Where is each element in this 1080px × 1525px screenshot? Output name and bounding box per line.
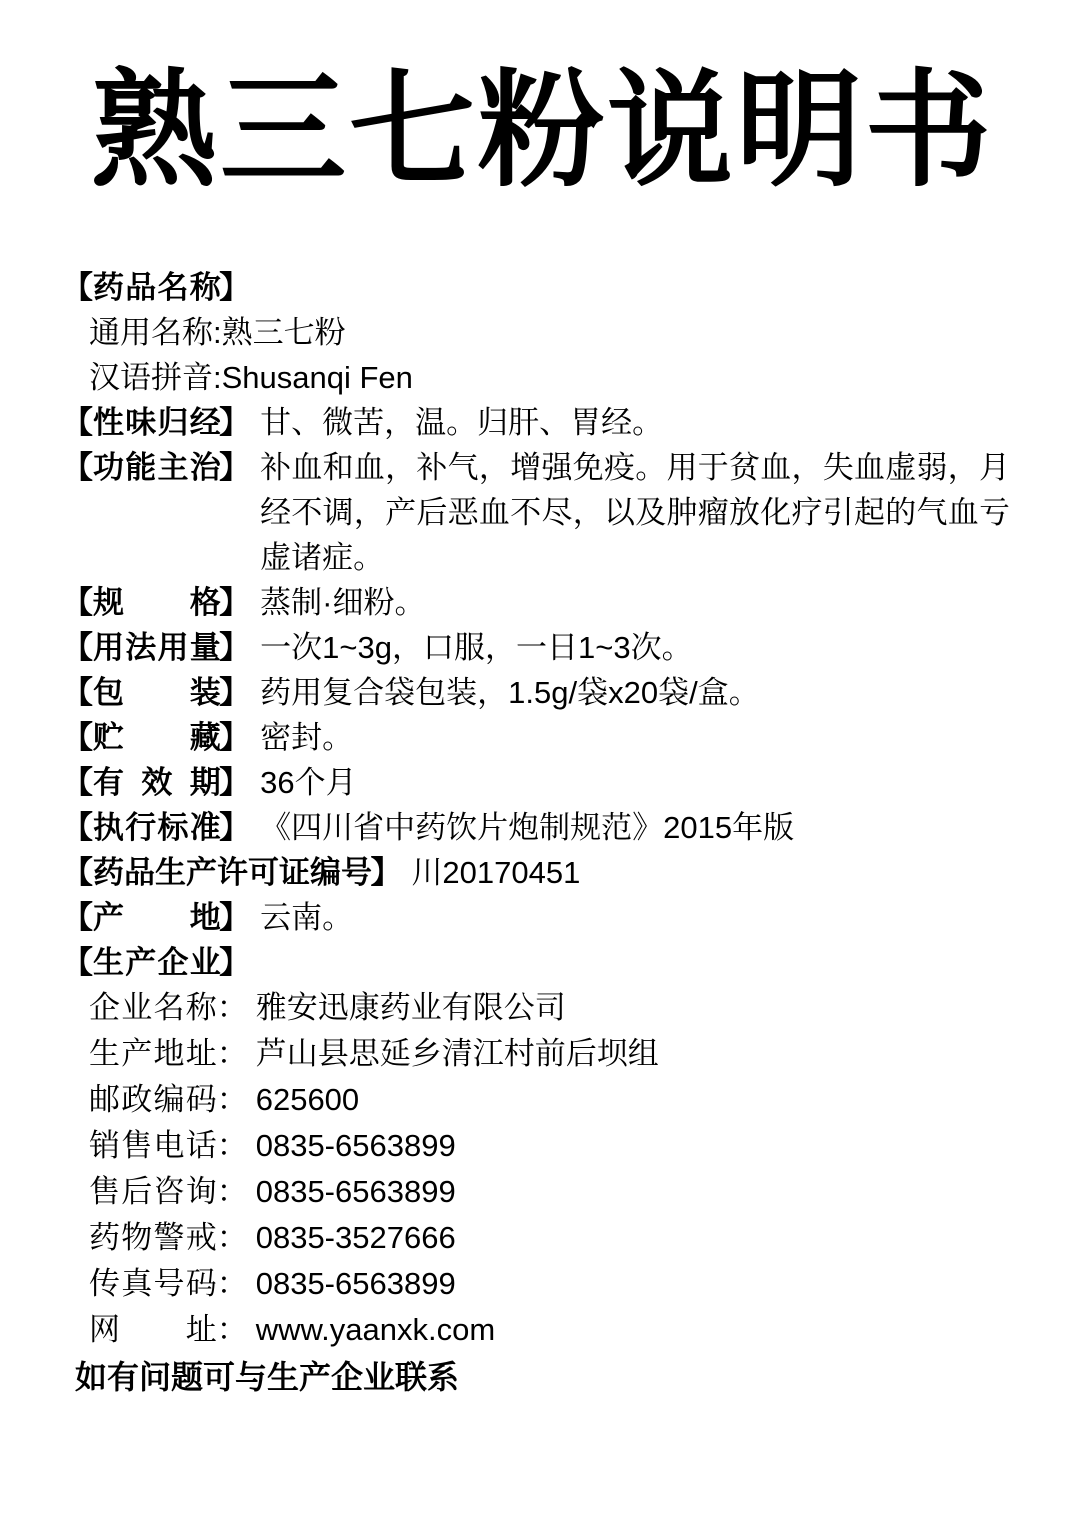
section-label — [61, 670, 251, 715]
section-label — [61, 445, 251, 490]
section-label — [61, 265, 251, 310]
section-label-text: 药 品 名 称 — [92, 270, 221, 305]
colon: ： — [216, 1128, 248, 1163]
contact-label — [89, 1123, 256, 1169]
contact-row-postal-code — [75, 1077, 1010, 1123]
leaflet-content — [61, 265, 1010, 1400]
section-label — [61, 895, 251, 940]
section-label-text: 执 行 标 准 — [92, 810, 221, 845]
section-body: 甘、微苦，温。归肝、胃经。 — [260, 405, 664, 440]
section-body: 云南。 — [260, 900, 354, 935]
bracket-close: 】 — [370, 855, 402, 890]
contact-value: 0835-6563899 — [255, 1266, 456, 1301]
contact-value: 雅安迅康药业有限公司 — [255, 990, 566, 1025]
leaflet-page — [0, 38, 1080, 1400]
section-label — [61, 715, 251, 760]
contact-row-sales-phone — [75, 1123, 1010, 1169]
section-label — [61, 580, 251, 625]
contact-row-fax — [75, 1261, 1010, 1307]
bracket-open: 【 — [61, 405, 93, 440]
bracket-close: 】 — [219, 450, 251, 485]
contact-label — [89, 985, 256, 1031]
contact-label-text: 企 业 名 称 — [89, 990, 217, 1025]
section-taste-meridian — [61, 400, 1010, 445]
contact-label — [89, 1215, 256, 1261]
section-body: 一次1~3g，口服，一日1~3次。 — [260, 630, 693, 665]
section-drug-name — [61, 265, 1010, 310]
bracket-close: 】 — [219, 675, 251, 710]
contact-label-text: 售 后 咨 询 — [89, 1174, 217, 1209]
generic-name-line: 通用名称:熟三七粉 — [89, 315, 346, 350]
section-label-text: 产 地 — [92, 900, 221, 935]
bracket-close: 】 — [219, 945, 251, 980]
bracket-close: 】 — [219, 900, 251, 935]
section-label-text: 有 效 期 — [92, 765, 221, 800]
contact-label-text: 生 产 地 址 — [89, 1036, 217, 1071]
contact-label-text: 传 真 号 码 — [89, 1266, 217, 1301]
colon: ： — [216, 1266, 248, 1301]
bracket-close: 】 — [219, 720, 251, 755]
section-label-text: 用 法 用 量 — [92, 630, 221, 665]
colon: ： — [216, 1312, 248, 1347]
section-body: 补血和血，补气，增强免疫。用于贫血，失血虚弱，月经不调，产后恶血不尽，以及肿瘤放化疗引起的气血亏虚诸症。 — [260, 450, 1010, 575]
contact-row-aftersales-phone — [75, 1169, 1010, 1215]
contact-label-text: 销 售 电 话 — [89, 1128, 217, 1163]
section-shelf-life — [61, 760, 1010, 805]
page-title: 熟三七粉说明书 — [91, 63, 994, 202]
contact-value: 芦山县思延乡清江村前后坝组 — [255, 1036, 659, 1071]
colon: ： — [216, 1036, 248, 1071]
section-manufacturer — [61, 940, 1010, 985]
section-label — [61, 850, 402, 895]
section-body: 36个月 — [260, 765, 357, 800]
bracket-open: 【 — [61, 900, 93, 935]
section-dosage — [61, 625, 1010, 670]
section-label-text: 贮 藏 — [92, 720, 221, 755]
contact-row-address — [75, 1031, 1010, 1077]
section-body: 蒸制·细粉。 — [260, 585, 426, 620]
bracket-close: 】 — [219, 270, 251, 305]
contact-label-text: 邮 政 编 码 — [89, 1082, 217, 1117]
section-label-text: 包 装 — [92, 675, 221, 710]
section-standard — [61, 805, 1010, 850]
pinyin-line: 汉语拼音:Shusanqi Fen — [89, 360, 413, 395]
contact-label — [89, 1307, 256, 1353]
bracket-open: 【 — [61, 270, 93, 305]
section-functions-indications — [61, 445, 1010, 580]
colon: ： — [216, 1220, 248, 1255]
section-body: 川20170451 — [411, 855, 581, 890]
contact-value: 0835-6563899 — [255, 1174, 456, 1209]
bracket-open: 【 — [61, 945, 93, 980]
contact-label-text: 药 物 警 戒 — [89, 1220, 217, 1255]
bracket-open: 【 — [61, 810, 93, 845]
contact-label — [89, 1261, 256, 1307]
bracket-open: 【 — [61, 450, 93, 485]
section-label — [61, 760, 251, 805]
contact-value: 0835-6563899 — [255, 1128, 456, 1163]
contact-label — [89, 1031, 256, 1077]
footer-note: 如有问题可与生产企业联系 — [75, 1359, 460, 1395]
section-body: 密封。 — [260, 720, 354, 755]
bracket-open: 【 — [61, 720, 93, 755]
section-body: 药用复合袋包装，1.5g/袋x20袋/盒。 — [260, 675, 760, 710]
colon: ： — [216, 1174, 248, 1209]
section-license-number — [61, 850, 1010, 895]
section-label-text: 生 产 企 业 — [92, 945, 221, 980]
bracket-open: 【 — [61, 630, 93, 665]
bracket-open: 【 — [61, 675, 93, 710]
contact-value: www.yaanxk.com — [255, 1312, 496, 1347]
contact-value: 0835-3527666 — [255, 1220, 456, 1255]
section-label — [61, 625, 251, 670]
contact-label — [89, 1077, 256, 1123]
bracket-close: 】 — [219, 405, 251, 440]
contact-label — [89, 1169, 256, 1215]
section-label-text: 功 能 主 治 — [92, 450, 221, 485]
bracket-open: 【 — [61, 765, 93, 800]
contact-label-text: 网 址 — [89, 1312, 217, 1347]
section-label-text: 规 格 — [92, 585, 221, 620]
bracket-close: 】 — [219, 765, 251, 800]
section-label — [61, 805, 251, 850]
contact-value: 625600 — [255, 1082, 360, 1117]
contact-row-pharmacovigilance-phone — [75, 1215, 1010, 1261]
contact-row-website — [75, 1307, 1010, 1353]
section-storage — [61, 715, 1010, 760]
bracket-open: 【 — [61, 855, 93, 890]
colon: ： — [216, 1082, 248, 1117]
section-body: 《四川省中药饮片炮制规范》2015年版 — [260, 810, 795, 845]
colon: ： — [216, 990, 248, 1025]
section-label — [61, 940, 251, 985]
section-specification — [61, 580, 1010, 625]
section-label — [61, 400, 251, 445]
section-packaging — [61, 670, 1010, 715]
bracket-close: 】 — [219, 585, 251, 620]
section-origin — [61, 895, 1010, 940]
section-label-text: 性 味 归 经 — [92, 405, 221, 440]
contact-row-company-name — [75, 985, 1010, 1031]
section-label-text: 药 品 生 产 许 可 证 编 号 — [92, 855, 372, 890]
bracket-open: 【 — [61, 585, 93, 620]
bracket-close: 】 — [219, 810, 251, 845]
bracket-close: 】 — [219, 630, 251, 665]
